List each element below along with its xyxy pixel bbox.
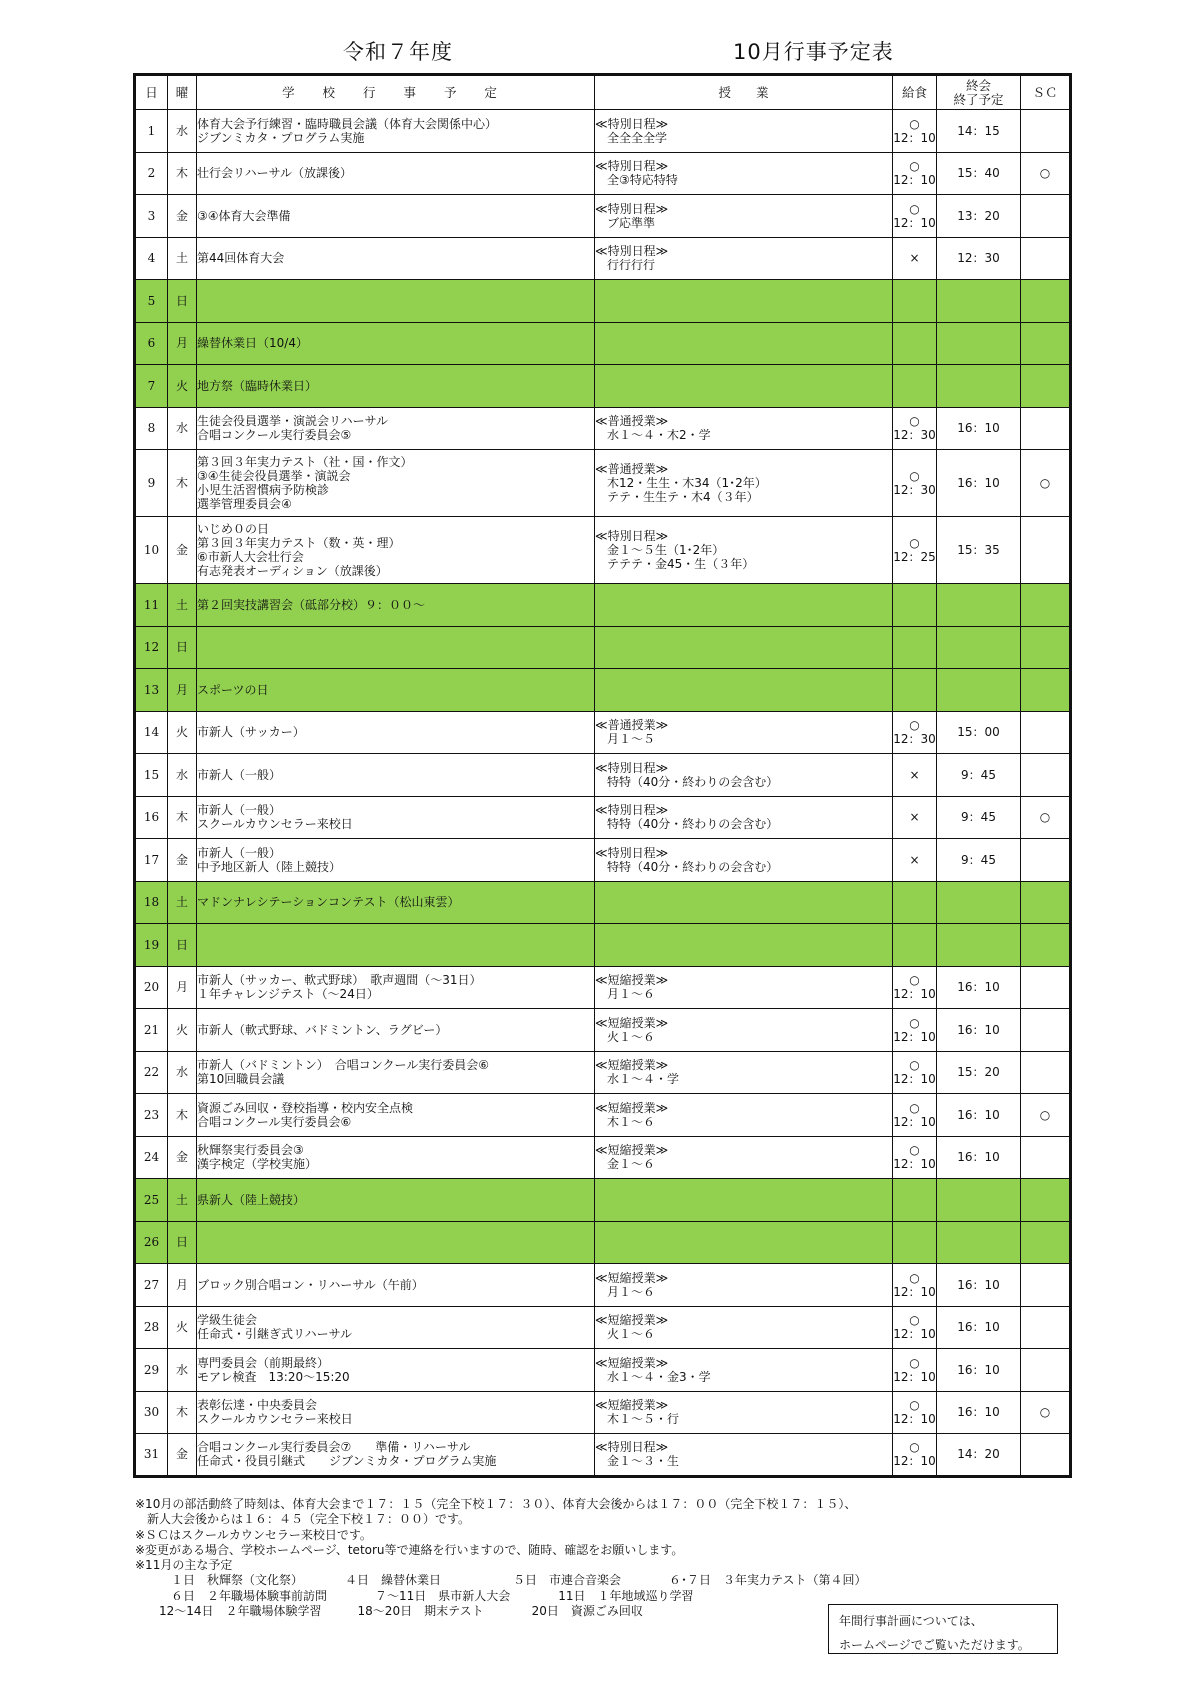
lunch-cell: ○ 12：25	[893, 517, 937, 584]
day-cell: 5	[135, 280, 168, 323]
day-cell: 27	[135, 1264, 168, 1307]
events-cell: 県新人（陸上競技）	[197, 1179, 595, 1222]
lunch-cell: ○ 12：10	[893, 1094, 937, 1137]
lunch-cell: ○ 12：10	[893, 1349, 937, 1392]
lunch-cell	[893, 669, 937, 712]
lunch-cell: ○ 12：30	[893, 711, 937, 754]
end-time-cell: 14：20	[937, 1434, 1021, 1477]
weekday-cell: 火	[168, 365, 197, 408]
annual-plan-note-line-2: ホームページでご覧いただけます。	[839, 1638, 1030, 1652]
weekday-cell: 水	[168, 1349, 197, 1392]
end-time-cell: 16：10	[937, 450, 1021, 517]
classes-cell	[595, 669, 893, 712]
day-cell: 8	[135, 407, 168, 450]
events-cell: ③④体育大会準備	[197, 195, 595, 238]
end-time-cell: 15：40	[937, 152, 1021, 195]
weekday-cell: 土	[168, 1179, 197, 1222]
day-cell: 16	[135, 796, 168, 839]
end-time-cell	[937, 1221, 1021, 1264]
note-line: １日 秋輝祭（文化祭） ４日 繰替休業日 ５日 市連合音楽会 ６･７日 ３年実力テスト（第４回）	[135, 1573, 867, 1588]
day-cell: 9	[135, 450, 168, 517]
lunch-cell: ○ 12：10	[893, 110, 937, 153]
classes-cell: ≪短縮授業≫ 水１～４・金3・学	[595, 1349, 893, 1392]
table-row	[135, 966, 1071, 1009]
sc-cell	[1021, 322, 1071, 365]
sc-cell	[1021, 237, 1071, 280]
classes-cell: ≪普通授業≫ 水１～４・木2・学	[595, 407, 893, 450]
events-cell: 市新人（一般） 中予地区新人（陸上競技）	[197, 839, 595, 882]
weekday-cell: 金	[168, 1136, 197, 1179]
day-cell: 19	[135, 924, 168, 967]
weekday-cell: 木	[168, 450, 197, 517]
weekday-cell: 火	[168, 1306, 197, 1349]
lunch-cell: ○ 12：10	[893, 1009, 937, 1052]
classes-cell: ≪短縮授業≫ 火１～６	[595, 1306, 893, 1349]
events-cell	[197, 626, 595, 669]
classes-cell	[595, 1179, 893, 1222]
lunch-cell: ×	[893, 796, 937, 839]
weekday-cell: 木	[168, 1094, 197, 1137]
table-row	[135, 407, 1071, 450]
lunch-cell	[893, 626, 937, 669]
col-sc: ＳＣ	[1021, 75, 1071, 110]
events-cell: 学級生徒会 任命式・引継ぎ式リハーサル	[197, 1306, 595, 1349]
table-row	[135, 1179, 1071, 1222]
note-line: ※11月の主な予定	[135, 1558, 233, 1573]
lunch-cell: ○ 12：30	[893, 450, 937, 517]
classes-cell: ≪短縮授業≫ 金１～６	[595, 1136, 893, 1179]
day-cell: 17	[135, 839, 168, 882]
events-cell: 体育大会予行練習・臨時職員会議（体育大会関係中心） ジブンミカタ・プログラム実施	[197, 110, 595, 153]
col-end-time: 終会 終了予定	[937, 75, 1021, 110]
classes-cell: ≪短縮授業≫ 月１～６	[595, 966, 893, 1009]
day-cell: 24	[135, 1136, 168, 1179]
weekday-cell: 金	[168, 839, 197, 882]
sc-cell	[1021, 966, 1071, 1009]
end-time-cell	[937, 626, 1021, 669]
table-row	[135, 152, 1071, 195]
weekday-cell: 日	[168, 280, 197, 323]
end-time-cell: 15：35	[937, 517, 1021, 584]
day-cell: 28	[135, 1306, 168, 1349]
end-time-cell: 16：10	[937, 966, 1021, 1009]
day-cell: 23	[135, 1094, 168, 1137]
sc-cell	[1021, 754, 1071, 797]
weekday-cell: 土	[168, 584, 197, 627]
end-time-cell: 15：00	[937, 711, 1021, 754]
lunch-cell: ×	[893, 754, 937, 797]
events-cell	[197, 1221, 595, 1264]
table-row	[135, 924, 1071, 967]
table-row	[135, 1434, 1071, 1477]
classes-cell: ≪特別日程≫ 特特（40分・終わりの会含む）	[595, 839, 893, 882]
lunch-cell: ○ 12：10	[893, 1051, 937, 1094]
note-line: ※変更がある場合、学校ホームページ、tetoru等で連絡を行いますので、随時、確認をお願いします。	[135, 1542, 684, 1557]
table-row	[135, 626, 1071, 669]
sc-cell	[1021, 924, 1071, 967]
events-cell: マドンナレシテーションコンテスト（松山東雲）	[197, 881, 595, 924]
lunch-cell: ○ 12：10	[893, 1306, 937, 1349]
end-time-cell	[937, 881, 1021, 924]
events-cell: 壮行会リハーサル（放課後）	[197, 152, 595, 195]
end-time-cell	[937, 322, 1021, 365]
classes-cell	[595, 322, 893, 365]
col-weekday: 曜	[168, 75, 197, 110]
fiscal-year-title: 令和７年度	[343, 40, 453, 64]
classes-cell: ≪短縮授業≫ 水１～４・学	[595, 1051, 893, 1094]
lunch-cell: ○ 12：10	[893, 1264, 937, 1307]
table-row	[135, 110, 1071, 153]
note-line: 12～14日 ２年職場体験学習 18～20日 期末テスト 20日 資源ごみ回収	[135, 1604, 643, 1619]
classes-cell	[595, 881, 893, 924]
day-cell: 15	[135, 754, 168, 797]
events-cell: 市新人（サッカー）	[197, 711, 595, 754]
classes-cell: ≪普通授業≫ 木12・生生・木34（1･2年） テテ・生生テ・木4（３年）	[595, 450, 893, 517]
events-cell: 第２回実技講習会（砥部分校）９：００～	[197, 584, 595, 627]
classes-cell	[595, 584, 893, 627]
lunch-cell: ○ 12：10	[893, 1434, 937, 1477]
table-row	[135, 1264, 1071, 1307]
end-time-cell: 9：45	[937, 754, 1021, 797]
lunch-cell: ×	[893, 839, 937, 882]
weekday-cell: 火	[168, 1009, 197, 1052]
day-cell: 29	[135, 1349, 168, 1392]
lunch-cell	[893, 365, 937, 408]
end-time-cell	[937, 280, 1021, 323]
day-cell: 11	[135, 584, 168, 627]
day-cell: 2	[135, 152, 168, 195]
note-line: 新人大会後からは１６：４５（完全下校１７：００）です。	[135, 1512, 471, 1527]
weekday-cell: 月	[168, 322, 197, 365]
day-cell: 4	[135, 237, 168, 280]
lunch-cell: ○ 12：10	[893, 152, 937, 195]
lunch-cell: ○ 12：10	[893, 195, 937, 238]
sc-cell	[1021, 584, 1071, 627]
sc-cell: ○	[1021, 1094, 1071, 1137]
events-cell: 秋輝祭実行委員会③ 漢字検定（学校実施）	[197, 1136, 595, 1179]
sc-cell	[1021, 1349, 1071, 1392]
day-cell: 31	[135, 1434, 168, 1477]
events-cell: いじめ０の日 第３回３年実力テスト（数・英・理） ⑥市新人大会壮行会 有志発表オーディション（放課後）	[197, 517, 595, 584]
end-time-cell: 16：10	[937, 1306, 1021, 1349]
classes-cell: ≪特別日程≫ 行行行行	[595, 237, 893, 280]
sc-cell	[1021, 1051, 1071, 1094]
day-cell: 7	[135, 365, 168, 408]
lunch-cell: ○ 12：10	[893, 1136, 937, 1179]
lunch-cell	[893, 881, 937, 924]
table-row	[135, 517, 1071, 584]
day-cell: 22	[135, 1051, 168, 1094]
day-cell: 12	[135, 626, 168, 669]
day-cell: 10	[135, 517, 168, 584]
schedule-body	[135, 110, 1071, 1477]
end-time-cell: 16：10	[937, 407, 1021, 450]
table-row	[135, 1051, 1071, 1094]
classes-cell: ≪短縮授業≫ 月１～６	[595, 1264, 893, 1307]
sc-cell	[1021, 1221, 1071, 1264]
table-row	[135, 1136, 1071, 1179]
table-row	[135, 280, 1071, 323]
lunch-cell: ○ 12：30	[893, 407, 937, 450]
day-cell: 21	[135, 1009, 168, 1052]
end-time-cell: 15：20	[937, 1051, 1021, 1094]
table-row	[135, 796, 1071, 839]
weekday-cell: 土	[168, 237, 197, 280]
events-cell: 市新人（一般） スクールカウンセラー来校日	[197, 796, 595, 839]
lunch-cell	[893, 1179, 937, 1222]
weekday-cell: 水	[168, 110, 197, 153]
day-cell: 30	[135, 1391, 168, 1434]
header-row	[135, 75, 1071, 110]
weekday-cell: 月	[168, 669, 197, 712]
table-row	[135, 1221, 1071, 1264]
table-row	[135, 1391, 1071, 1434]
table-row	[135, 754, 1071, 797]
classes-cell	[595, 924, 893, 967]
lunch-cell	[893, 280, 937, 323]
table-row	[135, 1009, 1071, 1052]
note-line: ※ＳＣはスクールカウンセラー来校日です。	[135, 1527, 372, 1542]
sc-cell	[1021, 517, 1071, 584]
sc-cell: ○	[1021, 796, 1071, 839]
sc-cell	[1021, 1009, 1071, 1052]
day-cell: 3	[135, 195, 168, 238]
classes-cell: ≪短縮授業≫ 木１～６	[595, 1094, 893, 1137]
day-cell: 13	[135, 669, 168, 712]
events-cell	[197, 924, 595, 967]
day-cell: 6	[135, 322, 168, 365]
events-cell: 市新人（一般）	[197, 754, 595, 797]
events-cell: 合唱コンクール実行委員会⑦ 準備・リハーサル 任命式・役員引継式 ジブンミカタ・プログラム実施	[197, 1434, 595, 1477]
table-row	[135, 584, 1071, 627]
weekday-cell: 金	[168, 195, 197, 238]
events-cell: 資源ごみ回収・登校指導・校内安全点検 合唱コンクール実行委員会⑥	[197, 1094, 595, 1137]
events-cell: 地方祭（臨時休業日）	[197, 365, 595, 408]
weekday-cell: 木	[168, 152, 197, 195]
sc-cell	[1021, 881, 1071, 924]
weekday-cell: 金	[168, 1434, 197, 1477]
sc-cell	[1021, 1306, 1071, 1349]
weekday-cell: 水	[168, 407, 197, 450]
lunch-cell: ○ 12：10	[893, 1391, 937, 1434]
end-time-cell	[937, 365, 1021, 408]
day-cell: 14	[135, 711, 168, 754]
classes-cell: ≪特別日程≫ 全③特応特特	[595, 152, 893, 195]
sc-cell: ○	[1021, 1391, 1071, 1434]
end-time-cell	[937, 669, 1021, 712]
classes-cell: ≪特別日程≫ 特特（40分・終わりの会含む）	[595, 754, 893, 797]
table-row	[135, 711, 1071, 754]
events-cell: 市新人（サッカー、軟式野球） 歌声週間（～31日） １年チャレンジテスト（～24日）	[197, 966, 595, 1009]
classes-cell	[595, 626, 893, 669]
col-lunch: 給食	[893, 75, 937, 110]
day-cell: 1	[135, 110, 168, 153]
end-time-cell	[937, 584, 1021, 627]
classes-cell: ≪特別日程≫ 金１～３・生	[595, 1434, 893, 1477]
events-cell	[197, 280, 595, 323]
weekday-cell: 火	[168, 711, 197, 754]
table-row	[135, 365, 1071, 408]
weekday-cell: 木	[168, 1391, 197, 1434]
end-time-cell: 13：20	[937, 195, 1021, 238]
table-row	[135, 1349, 1071, 1392]
sc-cell	[1021, 110, 1071, 153]
sc-cell	[1021, 626, 1071, 669]
events-cell: 市新人（軟式野球、バドミントン、ラグビー）	[197, 1009, 595, 1052]
footer-notes	[135, 1497, 867, 1619]
weekday-cell: 木	[168, 796, 197, 839]
events-cell: 第３回３年実力テスト（社・国・作文） ③④生徒会役員選挙・演説会 小児生活習慣病予防検診 選挙管理委員会④	[197, 450, 595, 517]
annual-plan-note	[828, 1604, 1058, 1654]
annual-plan-note-line-1: 年間行事計画については、	[839, 1614, 983, 1628]
table-row	[135, 1094, 1071, 1137]
events-cell: 表彰伝達・中央委員会 スクールカウンセラー来校日	[197, 1391, 595, 1434]
classes-cell: ≪短縮授業≫ 火１～６	[595, 1009, 893, 1052]
classes-cell: ≪特別日程≫ ブ応準準	[595, 195, 893, 238]
day-cell: 18	[135, 881, 168, 924]
weekday-cell: 日	[168, 1221, 197, 1264]
end-time-cell: 16：10	[937, 1009, 1021, 1052]
table-row	[135, 237, 1071, 280]
table-row	[135, 322, 1071, 365]
sc-cell: ○	[1021, 152, 1071, 195]
weekday-cell: 水	[168, 1051, 197, 1094]
weekday-cell: 日	[168, 626, 197, 669]
end-time-cell: 16：10	[937, 1136, 1021, 1179]
table-row	[135, 669, 1071, 712]
sc-cell	[1021, 1434, 1071, 1477]
page-title: 10月行事予定表	[733, 40, 894, 64]
end-time-cell: 14：15	[937, 110, 1021, 153]
end-time-cell: 16：10	[937, 1349, 1021, 1392]
sc-cell	[1021, 365, 1071, 408]
lunch-cell	[893, 584, 937, 627]
sc-cell	[1021, 711, 1071, 754]
end-time-cell: 9：45	[937, 796, 1021, 839]
sc-cell	[1021, 195, 1071, 238]
col-events: 学 校 行 事 予 定	[197, 75, 595, 110]
events-cell: 第44回体育大会	[197, 237, 595, 280]
end-time-cell: 16：10	[937, 1264, 1021, 1307]
events-cell: 繰替休業日（10/4）	[197, 322, 595, 365]
lunch-cell	[893, 322, 937, 365]
weekday-cell: 月	[168, 966, 197, 1009]
lunch-cell: ×	[893, 237, 937, 280]
weekday-cell: 日	[168, 924, 197, 967]
sc-cell	[1021, 839, 1071, 882]
end-time-cell	[937, 1179, 1021, 1222]
note-line: ※10月の部活動終了時刻は、体育大会まで１７：１５（完全下校１７：３０）、体育大会後からは１７：００（完全下校１７：１５）、	[135, 1497, 857, 1511]
table-row	[135, 195, 1071, 238]
sc-cell: ○	[1021, 450, 1071, 517]
sc-cell	[1021, 407, 1071, 450]
lunch-cell	[893, 1221, 937, 1264]
end-time-cell: 16：10	[937, 1094, 1021, 1137]
day-cell: 20	[135, 966, 168, 1009]
classes-cell: ≪短縮授業≫ 木１～５・行	[595, 1391, 893, 1434]
lunch-cell	[893, 924, 937, 967]
end-time-cell: 16：10	[937, 1391, 1021, 1434]
weekday-cell: 月	[168, 1264, 197, 1307]
col-day: 日	[135, 75, 168, 110]
day-cell: 25	[135, 1179, 168, 1222]
col-classes: 授 業	[595, 75, 893, 110]
note-line: ６日 ２年職場体験事前訪問 ７～11日 県市新人大会 11日 １年地域巡り学習	[135, 1588, 694, 1603]
sc-cell	[1021, 1179, 1071, 1222]
classes-cell: ≪特別日程≫ 金１～５生（1･2年） テテテ・金45・生（３年）	[595, 517, 893, 584]
events-cell: スポーツの日	[197, 669, 595, 712]
sc-cell	[1021, 1136, 1071, 1179]
end-time-cell	[937, 924, 1021, 967]
lunch-cell: ○ 12：10	[893, 966, 937, 1009]
schedule-table	[133, 73, 1072, 1478]
day-cell: 26	[135, 1221, 168, 1264]
events-cell: 専門委員会（前期最終） モアレ検査 13:20～15:20	[197, 1349, 595, 1392]
classes-cell	[595, 365, 893, 408]
events-cell: 生徒会役員選挙・演説会リハーサル 合唱コンクール実行委員会⑤	[197, 407, 595, 450]
classes-cell: ≪特別日程≫ 特特（40分・終わりの会含む）	[595, 796, 893, 839]
weekday-cell: 水	[168, 754, 197, 797]
events-cell: ブロック別合唱コン・リハーサル（午前）	[197, 1264, 595, 1307]
table-row	[135, 881, 1071, 924]
sc-cell	[1021, 280, 1071, 323]
end-time-cell: 12：30	[937, 237, 1021, 280]
weekday-cell: 金	[168, 517, 197, 584]
table-row	[135, 839, 1071, 882]
weekday-cell: 土	[168, 881, 197, 924]
sc-cell	[1021, 669, 1071, 712]
table-row	[135, 1306, 1071, 1349]
sc-cell	[1021, 1264, 1071, 1307]
table-row	[135, 450, 1071, 517]
classes-cell	[595, 280, 893, 323]
events-cell: 市新人（バドミントン） 合唱コンクール実行委員会⑥ 第10回職員会議	[197, 1051, 595, 1094]
classes-cell: ≪普通授業≫ 月１～５	[595, 711, 893, 754]
end-time-cell: 9：45	[937, 839, 1021, 882]
classes-cell	[595, 1221, 893, 1264]
classes-cell: ≪特別日程≫ 全全全全学	[595, 110, 893, 153]
